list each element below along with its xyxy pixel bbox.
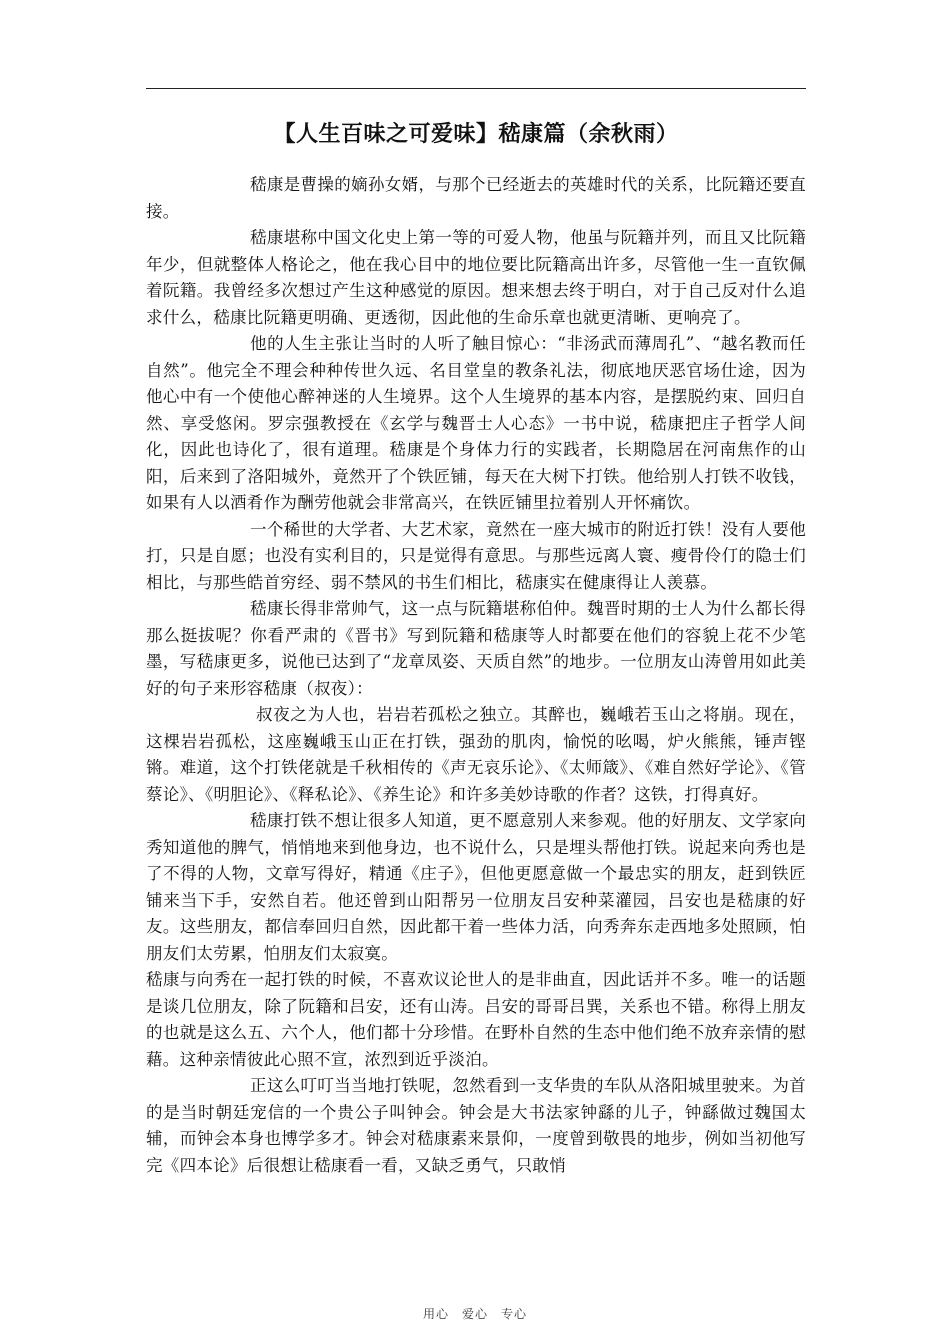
paragraph: 嵇康打铁不想让很多人知道，更不愿意别人来参观。他的好朋友、文学家向秀知道他的脾气，悄悄地来到他身边，也不说什么，只是埋头帮他打铁。说起来向秀也是了不得的人物，文章写得好，精通《庄子》，但他更愿意做一个最忠实的朋友，赶到铁匠铺来当下手，安然自若。他还曾到山阳帮另一位朋友吕安种菜灌园，吕安也是嵇康的好友。这些朋友，都信奉回归自然，因此都干着一些体力活，向秀奔东走西地多处照顾，怕朋友们太劳累，怕朋友们太寂寞。 xyxy=(146,811,806,963)
article-body xyxy=(146,172,806,1179)
paragraph: 他的人生主张让当时的人听了触目惊心：“非汤武而薄周孔”、“越名教而任自然”。他完全不理会种种传世久远、名目堂皇的教条礼法，彻底地厌恶官场仕途，因为他心中有一个使他心醉神迷的人生境界。这个人生境界的基本内容，是摆脱约束、回归自然、享受悠闲。罗宗强教授在《玄学与魏晋士人心态》一书中说，嵇康把庄子哲学人间化，因此也诗化了，很有道理。嵇康是个身体力行的实践者，长期隐居在河南焦作的山阳，后来到了洛阳城外，竟然开了个铁匠铺，每天在大树下打铁。他给别人打铁不收钱，如果有人以酒肴作为酬劳他就会非常高兴，在铁匠铺里拉着别人开怀痛饮。 xyxy=(146,334,806,512)
paragraph: 嵇康长得非常帅气，这一点与阮籍堪称伯仲。魏晋时期的士人为什么都长得那么挺拔呢？你看严肃的《晋书》写到阮籍和嵇康等人时都要在他们的容貌上花不少笔墨，写嵇康更多，说他已达到了“龙章凤姿、天质自然”的地步。一位朋友山涛曾用如此美好的句子来形容嵇康（叔夜）： xyxy=(146,599,806,698)
paragraph: 正这么叮叮当当地打铁呢，忽然看到一支华贵的车队从洛阳城里驶来。为首的是当时朝廷宠信的一个贵公子叫钟会。钟会是大书法家钟繇的儿子，钟繇做过魏国太辅，而钟会本身也博学多才。钟会对嵇康素来景仰，一度曾到敬畏的地步，例如当初他写完《四本论》后很想让嵇康看一看，又缺乏勇气，只敢悄 xyxy=(146,1076,806,1175)
header-rule xyxy=(146,88,806,89)
paragraph: 嵇康堪称中国文化史上第一等的可爱人物，他虽与阮籍并列，而且又比阮籍年少，但就整体人格论之，他在我心目中的地位要比阮籍高出许多，尽管他一生一直钦佩着阮籍。我曾经多次想过产生这种感觉的原因。想来想去终于明白，对于自己反对什么追求什么，嵇康比阮籍更明确、更透彻，因此他的生命乐章也就更清晰、更响亮了。 xyxy=(146,228,806,327)
page-footer: 用心 爱心 专心 xyxy=(422,1307,527,1321)
paragraph: 一个稀世的大学者、大艺术家，竟然在一座大城市的附近打铁！没有人要他打，只是自愿；也没有实利目的，只是觉得有意思。与那些远离人寰、瘦骨伶仃的隐士们相比，与那些皓首穷经、弱不禁风的书生们相比，嵇康实在健康得让人羡慕。 xyxy=(146,519,806,592)
document-title: 【人生百味之可爱味】嵇康篇（余秋雨） xyxy=(273,122,679,147)
paragraph: 嵇康与向秀在一起打铁的时候，不喜欢议论世人的是非曲直，因此话并不多。唯一的话题是谈几位朋友，除了阮籍和吕安，还有山涛。吕安的哥哥吕巽，关系也不错。称得上朋友的也就是这么五、六个人，他们都十分珍惜。在野朴自然的生态中他们绝不放弃亲情的慰藉。这种亲情彼此心照不宣，浓烈到近乎淡泊。 xyxy=(146,970,806,1069)
paragraph: 嵇康是曹操的嫡孙女婿，与那个已经逝去的英雄时代的关系，比阮籍还要直接。 xyxy=(146,175,806,221)
quote-paragraph: 叔夜之为人也，岩岩若孤松之独立。其醉也，巍峨若玉山之将崩。现在，这棵岩岩孤松，这座巍峨玉山正在打铁，强劲的肌肉，愉悦的吆喝，炉火熊熊，锤声铿锵。难道，这个打铁佬就是千秋相传的《声无哀乐论》、《太师箴》、《难自然好学论》、《管蔡论》、《明胆论》、《释私论》、《养生论》和许多美妙诗歌的作者？这铁，打得真好。 xyxy=(146,705,806,804)
